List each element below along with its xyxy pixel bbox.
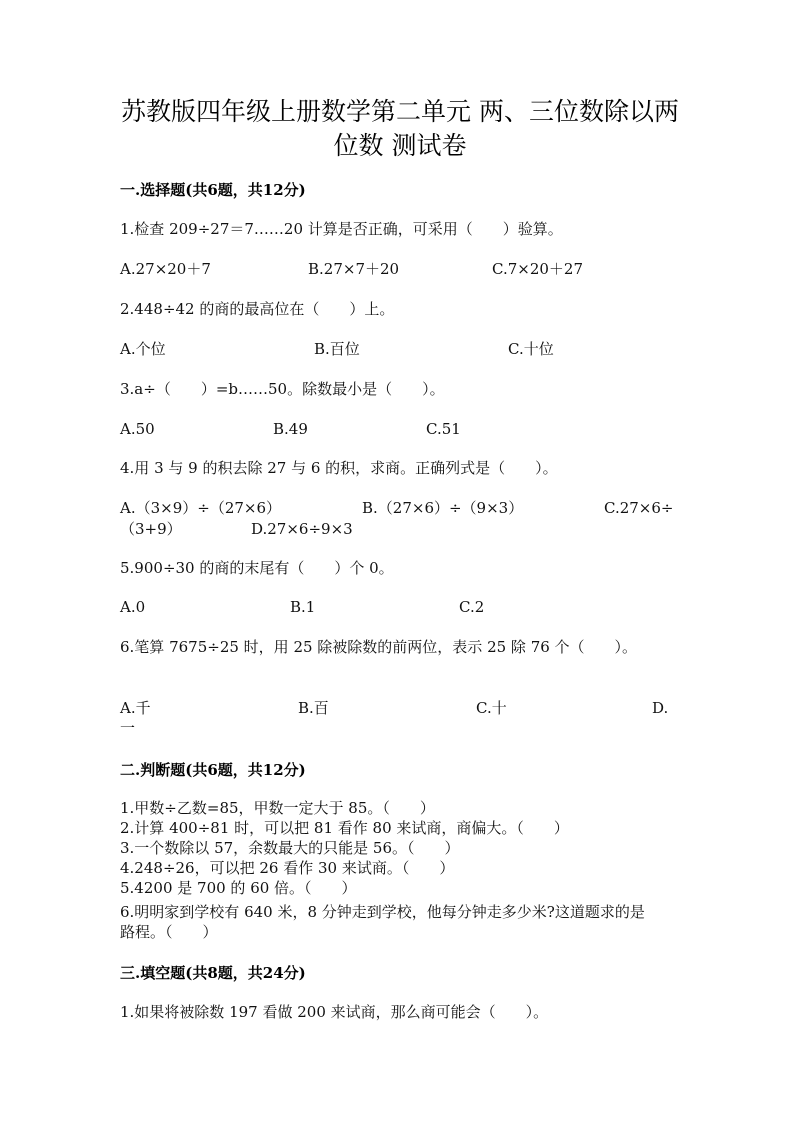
question-text: 4.用 3 与 9 的积去除 27 与 6 的积，求商。正确列式是（ ）。 (120, 459, 558, 477)
option-text: B.百位 (314, 340, 360, 358)
question-text: 1.如果将被除数 197 看做 200 来试商，那么商可能会（ ）。 (120, 1003, 549, 1021)
option-text: A.（3×9）÷（27×6） (120, 499, 282, 517)
option-text: C.51 (426, 420, 461, 438)
question-text: 5.900÷30 的商的末尾有（ ）个 0。 (120, 559, 394, 577)
question-text: 1.检查 209÷27＝7……20 计算是否正确，可采用（ ）验算。 (120, 220, 563, 238)
option-text: C.十 (476, 699, 507, 717)
judgement-item: 2.计算 400÷81 时，可以把 81 看作 80 来试商，商偏大。（ ） (120, 819, 569, 837)
judgement-item: 1.甲数÷乙数=85，甲数一定大于 85。（ ） (120, 799, 435, 817)
question-text: 2.448÷42 的商的最高位在（ ）上。 (120, 300, 395, 318)
option-text: B.49 (273, 420, 308, 438)
page-title (100, 95, 700, 163)
option-text: A.0 (120, 598, 146, 616)
option-text: D.27×6÷9×3 (251, 520, 353, 538)
option-text: B.（27×6）÷（9×3） (362, 499, 524, 517)
question-text: 3.a÷（ ）=b……50。除数最小是（ ）。 (120, 380, 445, 398)
judgement-item: 5.4200 是 700 的 60 倍。（ ） (120, 879, 357, 897)
title-line-2: 位数 测试卷 (333, 131, 467, 160)
section-heading-fill-in: 三.填空题(共8题，共24分) (120, 964, 306, 982)
option-text: C.27×6÷ (604, 499, 674, 517)
judgement-item-continuation: 路程。（ ） (120, 923, 218, 941)
option-text: C.7×20＋27 (492, 260, 583, 278)
option-text: B.27×7＋20 (308, 260, 400, 278)
option-text-continuation: （3+9） (120, 520, 182, 538)
judgement-item: 3.一个数除以 57，余数最大的只能是 56。（ ） (120, 839, 460, 857)
option-text: A.个位 (120, 340, 166, 358)
option-text: B.百 (298, 699, 329, 717)
option-text: A.27×20＋7 (120, 260, 211, 278)
option-text: D. (652, 699, 669, 717)
option-text: B.1 (290, 598, 316, 616)
section-heading-choice: 一.选择题(共6题，共12分) (120, 181, 306, 199)
judgement-item: 4.248÷26，可以把 26 看作 30 来试商。（ ） (120, 859, 455, 877)
section-heading-judgement: 二.判断题(共6题，共12分) (120, 761, 306, 779)
option-text: A.千 (120, 699, 151, 717)
judgement-item: 6.明明家到学校有 640 米，8 分钟走到学校，他每分钟走多少米?这道题求的是 (120, 903, 645, 921)
option-text-continuation: 一 (120, 719, 136, 737)
option-text: C.十位 (508, 340, 554, 358)
title-line-1: 苏教版四年级上册数学第二单元 两、三位数除以两 (121, 97, 679, 126)
question-text: 6.笔算 7675÷25 时，用 25 除被除数的前两位，表示 25 除 76 个（ ）。 (120, 638, 638, 656)
option-text: A.50 (120, 420, 155, 438)
option-text: C.2 (459, 598, 485, 616)
